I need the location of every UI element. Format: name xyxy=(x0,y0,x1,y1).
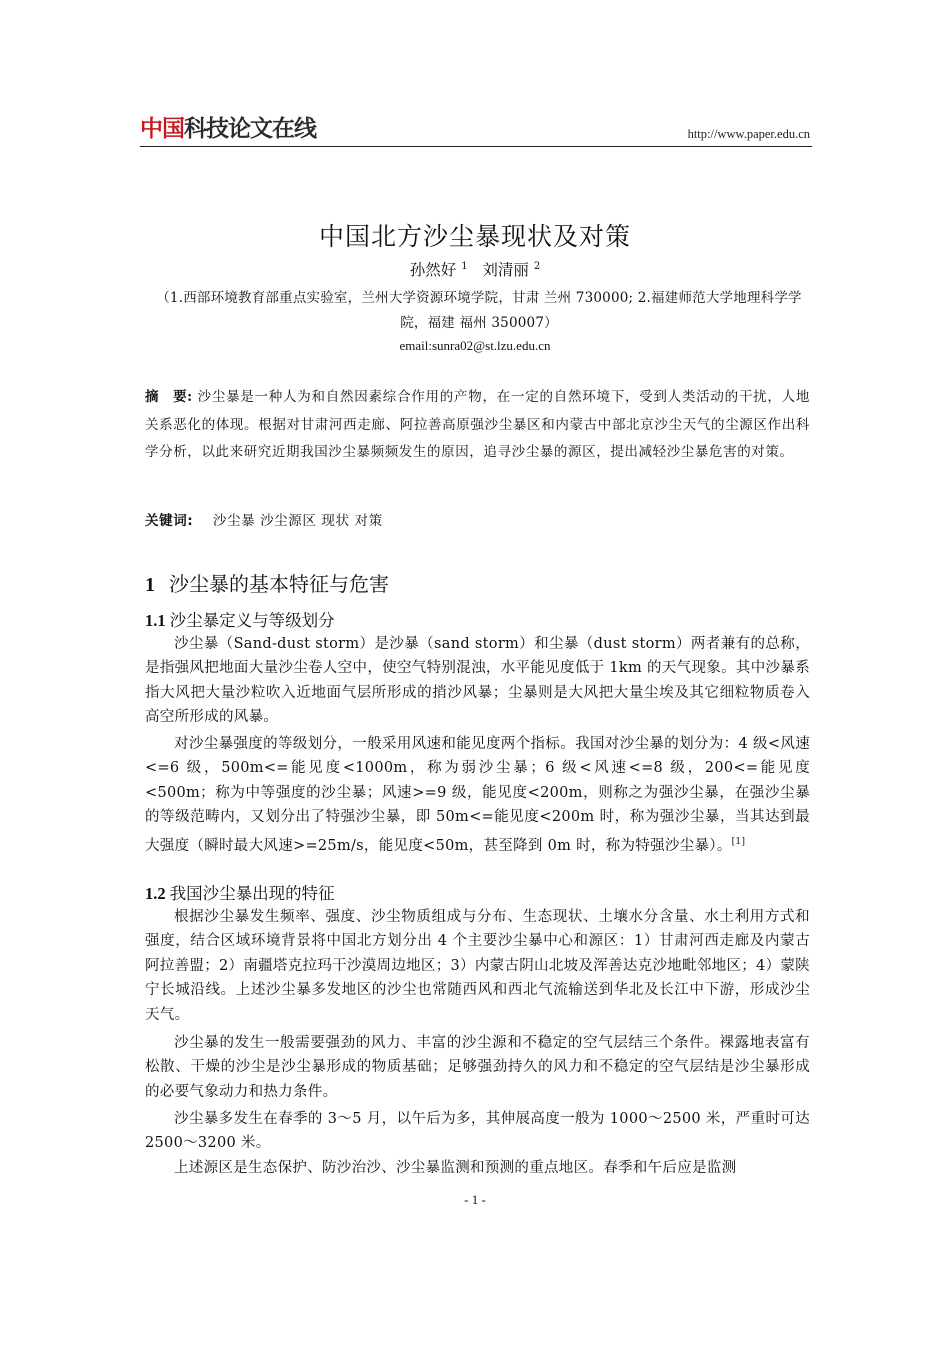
paragraph-source-regions: 根据沙尘暴发生频率、强度、沙尘物质组成与分布、生态现状、土壤水分含量、水土利用方式和强度，结合区域环境背景将中国北方划分出 4 个主要沙尘暴中心和源区：1）甘肃河西走廊及内蒙古阿拉善盟；2）南疆塔克拉玛干沙漠周边地区；3）内蒙古阴山北坡及浑善达克沙地毗邻地区；4）蒙陕宁长城沿线。上述沙尘暴多发地区的沙尘也常随西风和西北气流输送到华北及长江中下游，形成沙尘天气。 xyxy=(145,909,810,1023)
author-1-affiliation-mark: 1 xyxy=(461,260,468,272)
page-header xyxy=(140,114,812,147)
section-1-1-number: 1.1 xyxy=(145,611,166,630)
section-1-2-heading xyxy=(145,880,335,904)
section-1-number: 1 xyxy=(145,574,155,596)
section-1-heading xyxy=(145,568,389,597)
keywords-label: 关键词: xyxy=(145,513,194,529)
paragraph-definition: 沙尘暴（Sand-dust storm）是沙暴（sand storm）和尘暴（dust storm）两者兼有的总称，是指强风把地面大量沙尘卷人空中，使空气特别混浊，水平能见度低于 1km 的天气现象。其中沙暴系指大风把大量沙粒吹入近地面气层所形成的捎沙风暴；尘暴则是大风把大量尘埃及其它细粒物质卷入高空所形成的风暴。 xyxy=(145,636,810,726)
header-url[interactable]: http://www.paper.edu.cn xyxy=(687,127,810,141)
section-1-title: 沙尘暴的基本特征与危害 xyxy=(169,572,389,596)
citation-ref[interactable]: [1] xyxy=(731,836,746,847)
paragraph-grading xyxy=(145,732,810,858)
keywords xyxy=(145,509,383,529)
keywords-text: 沙尘暴 沙尘源区 现状 对策 xyxy=(212,513,383,529)
abstract-text: 沙尘暴是一种人为和自然因素综合作用的产物，在一定的自然环境下，受到人类活动的干扰，人地关系恶化的体现。根据对甘肃河西走廊、阿拉善高原强沙尘暴区和内蒙古中部北京沙尘天气的尘源区作出科学分析，以此来研究近期我国沙尘暴频频发生的原因，追寻沙尘暴的源区，提出减轻沙尘暴危害的对策。 xyxy=(145,389,810,460)
paragraph-grading-text: 对沙尘暴强度的等级划分，一般采用风速和能见度两个指标。我国对沙尘暴的划分为：4 级<风速<=6 级，500m<=能见度<1000m，称为弱沙尘暴；6 级<风速<=8 级，200<=能见度<500m；称为中等强度的沙尘暴；风速>=9 级，能见度<200m，则称之为强沙尘暴，在强沙尘暴的等级范畴内，又划分出了特强沙尘暴，即 50m<=能见度<200m 时，称为强沙尘暴，当其达到最大强度（瞬时最大风速>=25m/s，能见度<50m，甚至降到 0m 时，称为特强沙尘暴）。 xyxy=(145,736,810,854)
site-logo[interactable] xyxy=(140,114,316,144)
abstract-label: 摘 要: xyxy=(145,389,193,405)
paragraph-season: 沙尘暴多发生在春季的 3～5 月，以午后为多，其伸展高度一般为 1000～2500 米，严重时可达 2500～3200 米。 xyxy=(145,1111,810,1152)
paper-title: 中国北方沙尘暴现状及对策 xyxy=(318,222,631,251)
author-2: 刘清丽 xyxy=(482,261,529,279)
author-email[interactable]: email:sunra02@st.lzu.edu.cn xyxy=(399,338,551,353)
affiliations: （1.西部环境教育部重点实验室，兰州大学资源环境学院，甘肃 兰州 730000; 2.福建师范大学地理科学学院，福建 福州 350007） xyxy=(156,290,802,331)
author-1: 孙然好 xyxy=(409,261,457,279)
section-1-2-number: 1.2 xyxy=(145,884,166,903)
author-line xyxy=(0,258,950,280)
paragraph-monitoring: 上述源区是生态保护、防沙治沙、沙尘暴监测和预测的重点地区。春季和午后应是监测 xyxy=(174,1160,737,1176)
logo-text-red: 中国 xyxy=(140,116,184,142)
section-1-1-heading xyxy=(145,607,335,631)
page-number: - 1 - xyxy=(464,1192,486,1207)
author-2-affiliation-mark: 2 xyxy=(533,260,541,272)
paragraph-conditions: 沙尘暴的发生一般需要强劲的风力、丰富的沙尘源和不稳定的空气层结三个条件。裸露地表富有松散、干燥的沙尘是沙尘暴形成的物质基础；足够强劲持久的风力和不稳定的空气层结是沙尘暴形成的必要气象动力和热力条件。 xyxy=(145,1035,810,1100)
logo-text-black: 科技论文在线 xyxy=(184,116,316,142)
section-1-2-title: 我国沙尘暴出现的特征 xyxy=(169,884,335,903)
section-1-1-title: 沙尘暴定义与等级划分 xyxy=(169,611,335,630)
abstract xyxy=(145,384,810,467)
